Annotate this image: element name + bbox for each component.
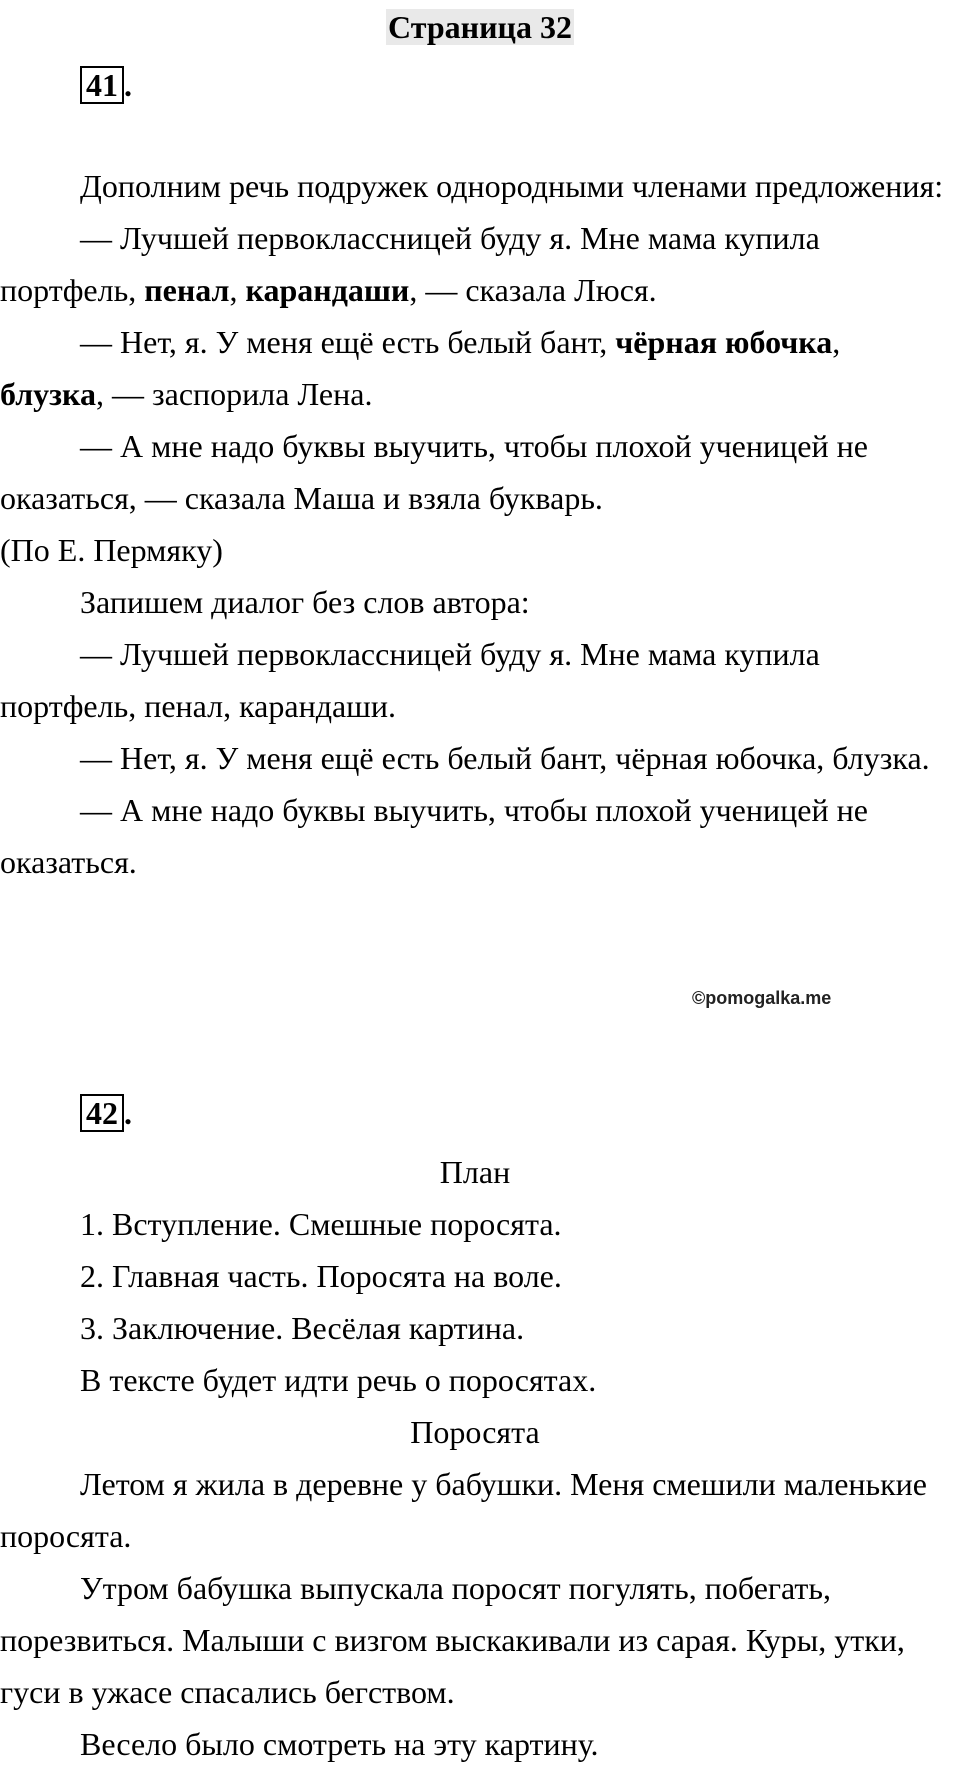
story-title: Поросята — [410, 1414, 540, 1450]
plan-item: 1. Вступление. Смешные поросята. — [80, 1206, 562, 1242]
ex41-p2-sep: , — [832, 324, 841, 360]
plan-item: 3. Заключение. Весёлая картина. — [80, 1310, 525, 1346]
story-paragraph-2: Утром бабушка выпускала поросят погулять, побегать, порезвиться. Малыши с визгом выскакивали из сарая. Куры, утки, гуси в ужасе спасались бегством. — [0, 1570, 905, 1710]
exercise-number-42: 42 . — [80, 1094, 132, 1132]
ex41-p2-end: , — заспорила Лена. — [95, 376, 373, 412]
ex41-p1-bold-2: карандаши — [245, 272, 410, 308]
ex41-p1-bold-1: пенал — [144, 272, 230, 308]
story-paragraph-3: Весело было смотреть на эту картину. — [80, 1726, 599, 1762]
page-title-text: Страница 32 — [388, 9, 572, 45]
watermark: ©pomogalka.me — [692, 988, 832, 1008]
ex41-p2-text: — Нет, я. У меня ещё есть белый бант, — [80, 324, 616, 360]
ex41-p1-sep: , — [229, 272, 246, 308]
exercise-42-text — [0, 1146, 950, 1770]
ex41-p1-text: — Лучшей первоклассницей буду я. Мне мама купила портфель, — [0, 220, 820, 308]
ex41-dialog-2: — Нет, я. У меня ещё есть белый бант, чёрная юбочка, блузка. — [80, 740, 930, 776]
page-title — [0, 6, 960, 48]
ex41-paragraph-3: — А мне надо буквы выучить, чтобы плохой ученицей не оказаться, — сказала Маша и взяла букварь. — [0, 428, 868, 516]
ex41-paragraph-2 — [0, 316, 950, 420]
exercise-number-box: 42 — [80, 1094, 124, 1132]
ex41-dialog-3: — А мне надо буквы выучить, чтобы плохой ученицей не оказаться. — [0, 792, 868, 880]
plan-item: 2. Главная часть. Поросята на воле. — [80, 1258, 562, 1294]
topic-line: В тексте будет идти речь о поросятах. — [80, 1362, 597, 1398]
ex41-p1-end: , — сказала Люся. — [409, 272, 657, 308]
exercise-41-text — [0, 160, 950, 888]
plan-title: План — [439, 1154, 511, 1190]
ex41-dialog-1: — Лучшей первоклассницей буду я. Мне мама купила портфель, пенал, карандаши. — [0, 636, 820, 724]
story-paragraph-1: Летом я жила в деревне у бабушки. Меня смешили маленькие поросята. — [0, 1466, 927, 1554]
ex41-p2-bold-1: чёрная юбочка — [615, 324, 833, 360]
ex41-paragraph-1 — [0, 212, 950, 316]
ex41-source: (По Е. Пермяку) — [0, 532, 223, 568]
exercise-number-box: 41 — [80, 66, 124, 104]
ex41-instruction: Запишем диалог без слов автора: — [80, 584, 530, 620]
ex41-intro: Дополним речь подружек однородными членами предложения: — [80, 168, 944, 204]
ex41-p2-bold-2: блузка — [0, 376, 96, 412]
exercise-number-41: 41 . — [80, 66, 132, 104]
